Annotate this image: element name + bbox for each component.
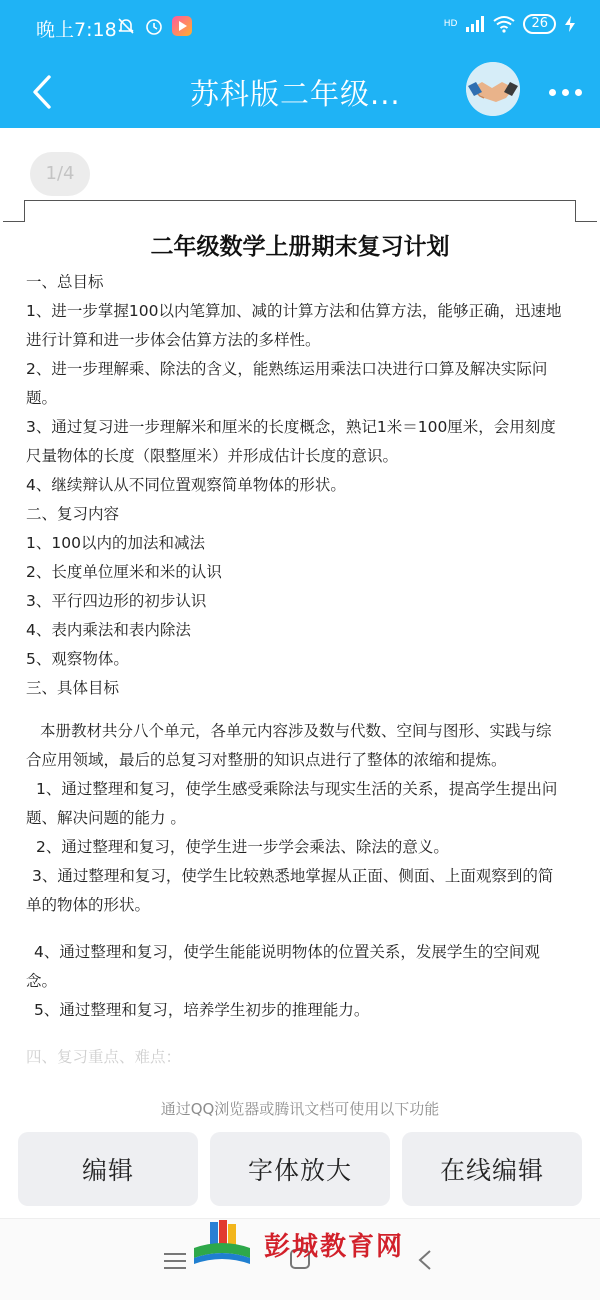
more-options-button[interactable] (540, 74, 590, 110)
doc-line: 1、通过整理和复习，使学生感受乘除法与现实生活的关系，提高学生提出问 (36, 780, 558, 798)
site-watermark (190, 1216, 430, 1272)
doc-line: 题。 (26, 389, 58, 407)
status-system (444, 14, 576, 34)
document-title: 二年级数学上册期末复习计划 (150, 234, 450, 260)
video-app-icon (172, 16, 192, 36)
watermark-text: 彭城教育网 (264, 1231, 405, 1262)
doc-line: 3、通过复习进一步理解米和厘米的长度概念，熟记1米＝100厘米，会用刻度 (26, 418, 556, 436)
page-border (24, 200, 576, 222)
paragraph-gap (26, 1025, 576, 1043)
doc-line: 四、复习重点、难点： (26, 1048, 182, 1066)
doc-line: 念。 (26, 972, 58, 990)
doc-line: 2、进一步理解乘、除法的含义，能熟练运用乘法口决进行口算及解决实际问 (26, 360, 548, 378)
doc-line: 5、通过整理和复习，培养学生初步的推理能力。 (34, 1001, 370, 1019)
edit-button[interactable]: 编辑 (18, 1132, 198, 1206)
wifi-icon (493, 15, 515, 33)
doc-line: 本册教材共分八个单元，各单元内容涉及数与代数、空间与图形、实践与综 (40, 722, 552, 740)
menu-line-icon (164, 1253, 186, 1255)
doc-line: 进行计算和进一步体会估算方法的多样性。 (26, 331, 321, 349)
status-notifications (116, 16, 192, 36)
doc-line: 2、通过整理和复习，使学生进一步学会乘法、除法的意义。 (36, 838, 449, 856)
paragraph-gap (26, 703, 576, 717)
battery-indicator: 26 (523, 14, 556, 34)
charging-icon (564, 15, 576, 33)
recent-apps-button[interactable] (164, 1253, 186, 1274)
doc-line: 4、继续辩认从不同位置观察简单物体的形状。 (26, 476, 346, 494)
doc-line: 一、总目标 (26, 273, 104, 291)
menu-line-icon (164, 1267, 186, 1269)
handshake-icon (466, 62, 520, 116)
more-dot-icon (549, 89, 556, 96)
doc-line: 1、100以内的加法和减法 (26, 534, 205, 552)
signal-icon (465, 15, 485, 33)
doc-line: 4、通过整理和复习，使学生能能说明物体的位置关系，发展学生的空间观 (34, 943, 540, 961)
alarm-icon (144, 16, 164, 36)
page-indicator: 1/4 (30, 152, 90, 196)
doc-line: 二、复习内容 (26, 505, 120, 523)
doc-line: 4、表内乘法和表内除法 (26, 621, 191, 639)
doc-line: 2、长度单位厘米和米的认识 (26, 563, 222, 581)
chevron-left-icon (32, 75, 52, 109)
doc-line: 尺量物体的长度（限整厘米）并形成估计长度的意识。 (26, 447, 399, 465)
doc-line: 5、观察物体。 (26, 650, 129, 668)
status-time: 晚上7:18 (36, 19, 117, 41)
online-edit-button[interactable]: 在线编辑 (402, 1132, 582, 1206)
more-dot-icon (562, 89, 569, 96)
doc-line: 单的物体的形状。 (26, 896, 151, 914)
doc-line: 3、平行四边形的初步认识 (26, 592, 207, 610)
doc-line: 题、解决问题的能力 。 (26, 809, 186, 827)
menu-line-icon (164, 1260, 186, 1262)
document-body (26, 268, 576, 1072)
network-type-label: HD (443, 19, 458, 29)
title-bar (0, 56, 600, 128)
status-bar (0, 0, 600, 56)
book-logo-icon (190, 1218, 254, 1270)
page-title: 苏科版二年级... (190, 77, 401, 111)
more-dot-icon (575, 89, 582, 96)
document-viewer[interactable] (0, 128, 600, 1100)
enlarge-font-button[interactable]: 字体放大 (210, 1132, 390, 1206)
doc-line: 3、通过整理和复习，使学生比较熟悉地掌握从正面、侧面、上面观察到的简 (32, 867, 554, 885)
doc-line: 合应用领域，最后的总复习对整册的知识点进行了整体的浓缩和提炼。 (26, 751, 507, 769)
action-panel (0, 1088, 600, 1218)
doc-line: 1、进一步掌握100以内笔算加、减的计算方法和估算方法，能够正确，迅速地 (26, 302, 562, 320)
avatar[interactable] (466, 62, 520, 116)
back-button[interactable] (20, 68, 64, 116)
paragraph-gap (26, 920, 576, 938)
feature-hint: 通过QQ浏览器或腾讯文档可使用以下功能 (160, 1100, 440, 1118)
doc-line: 三、具体目标 (26, 679, 120, 697)
mute-bell-icon (116, 16, 136, 36)
